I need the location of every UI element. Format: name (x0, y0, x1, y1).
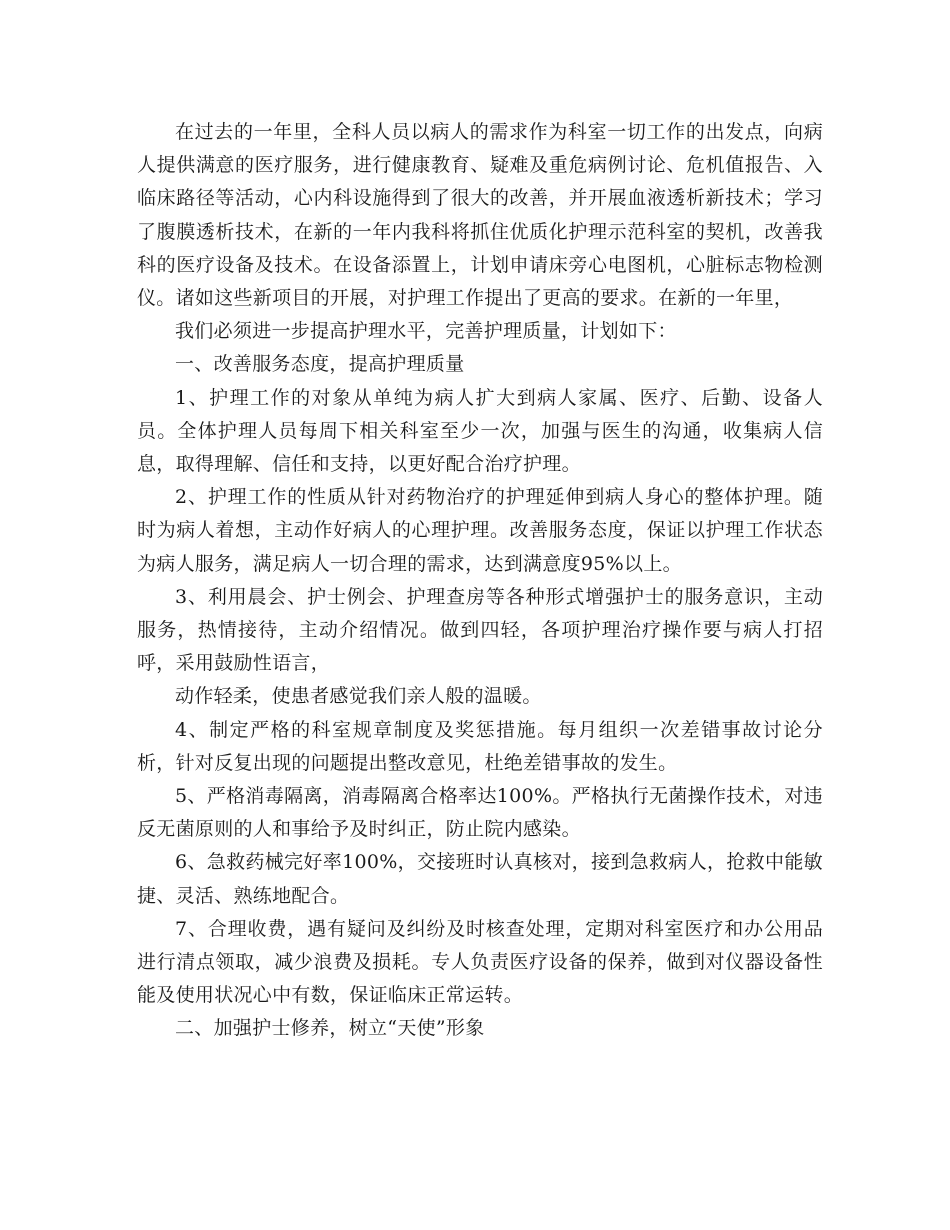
item-5-paragraph: 5、严格消毒隔离，消毒隔离合格率达100%。严格执行无菌操作技术，对违反无菌原则的人和事给予及时纠正，防止院内感染。 (137, 785, 823, 841)
item-7-paragraph: 7、合理收费，遇有疑问及纠纷及时核查处理，定期对科室医疗和办公用品进行清点领取，减少浪费及损耗。专人负责医疗设备的保养，做到对仪器设备性能及使用状况心中有数，保证临床正常运转。 (137, 917, 823, 1007)
item-3-continuation: 动作轻柔，使患者感觉我们亲人般的温暖。 (175, 685, 542, 708)
item-3-paragraph: 3、利用晨会、护士例会、护理查房等各种形式增强护士的服务意识，主动服务，热情接待，主动介绍情况。做到四轻，各项护理治疗操作要与病人打招呼，采用鼓励性语言， (137, 585, 823, 675)
section-heading-1: 一、改善服务态度，提高护理质量 (175, 353, 465, 376)
item-1-paragraph: 1、护理工作的对象从单纯为病人扩大到病人家属、医疗、后勤、设备人员。全体护理人员每周下相关科室至少一次，加强与医生的沟通，收集病人信息，取得理解、信任和支持，以更好配合治疗护理。 (137, 386, 823, 476)
section-heading-2: 二、加强护士修养，树立“天使”形象 (175, 1017, 485, 1040)
item-2-paragraph: 2、护理工作的性质从针对药物治疗的护理延伸到病人身心的整体护理。随时为病人着想，主动作好病人的心理护理。改善服务态度，保证以护理工作状态为病人服务，满足病人一切合理的需求，达到满意度95%以上。 (137, 486, 823, 575)
item-4-paragraph: 4、制定严格的科室规章制度及奖惩措施。每月组织一次差错事故讨论分析，针对反复出现的问题提出整改意见，杜绝差错事故的发生。 (137, 718, 823, 774)
intro-paragraph: 在过去的一年里，全科人员以病人的需求作为科室一切工作的出发点，向病人提供满意的医疗服务，进行健康教育、疑难及重危病例讨论、危机值报告、入临床路径等活动，心内科设施得到了很大的改善，并开展血液透析新技术；学习了腹膜透析技术，在新的一年内我科将抓住优质化护理示范科室的契机，改善我科的医疗设备及技术。在设备添置上，计划申请床旁心电图机，心脏标志物检测仪。诸如这些新项目的开展，对护理工作提出了更高的要求。在新的一年里， (137, 121, 823, 310)
document-body (137, 116, 823, 1046)
item-6-paragraph: 6、急救药械完好率100%，交接班时认真核对，接到急救病人，抢救中能敏捷、灵活、熟练地配合。 (137, 851, 823, 907)
plan-intro-paragraph: 我们必须进一步提高护理水平，完善护理质量，计划如下： (175, 320, 677, 343)
